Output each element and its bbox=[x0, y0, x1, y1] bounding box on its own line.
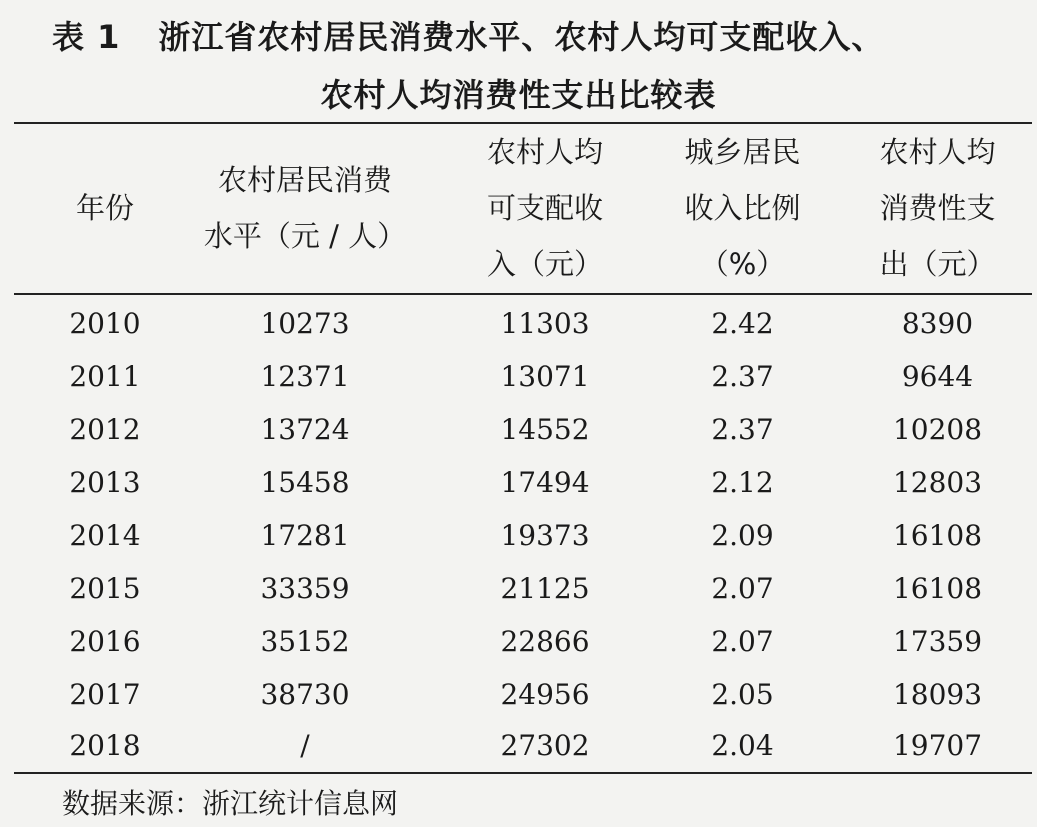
cell-disposable-income: 13071 bbox=[500, 360, 590, 393]
cell-year: 2012 bbox=[69, 413, 141, 446]
cell-income-ratio: 2.42 bbox=[711, 307, 774, 340]
header-year-line: 年份 bbox=[75, 191, 134, 225]
cell-income-ratio: 2.09 bbox=[711, 519, 774, 552]
cell-disposable-income: 22866 bbox=[500, 625, 590, 658]
cell-income-ratio: 2.12 bbox=[711, 466, 774, 499]
table-title-line-1 bbox=[52, 12, 884, 58]
cell-consumption-expenditure: 17359 bbox=[892, 625, 983, 658]
cell-income-ratio: 2.37 bbox=[711, 360, 774, 393]
table-row bbox=[0, 403, 1037, 456]
cell-consumption-level: 38730 bbox=[260, 678, 350, 711]
header-separator-rule bbox=[14, 293, 1032, 295]
cell-consumption-expenditure: 16108 bbox=[892, 572, 983, 605]
table-row bbox=[0, 668, 1037, 721]
header-line: 可支配收 bbox=[486, 191, 603, 225]
header-income-ratio bbox=[645, 124, 840, 292]
cell-income-ratio: 2.04 bbox=[711, 729, 774, 762]
cell-consumption-expenditure: 12803 bbox=[892, 466, 983, 499]
cell-consumption-expenditure: 18093 bbox=[892, 678, 983, 711]
cell-consumption-expenditure: 19707 bbox=[892, 729, 983, 762]
header-line: （%） bbox=[699, 247, 786, 281]
header-line: 农村人均 bbox=[879, 135, 996, 169]
table-row bbox=[0, 615, 1037, 668]
cell-consumption-level: 13724 bbox=[260, 413, 350, 446]
cell-income-ratio: 2.37 bbox=[711, 413, 774, 446]
table-row bbox=[0, 719, 1037, 772]
table-bottom-rule bbox=[14, 772, 1032, 774]
cell-consumption-level: 35152 bbox=[260, 625, 350, 658]
header-line: 水平（元 / 人） bbox=[203, 219, 407, 253]
cell-consumption-expenditure: 9644 bbox=[901, 360, 974, 393]
cell-consumption-level: 15458 bbox=[260, 466, 350, 499]
cell-income-ratio: 2.05 bbox=[711, 678, 774, 711]
cell-consumption-level: 10273 bbox=[260, 307, 350, 340]
header-consumption-expenditure bbox=[845, 124, 1030, 292]
header-line: 城乡居民 bbox=[684, 135, 801, 169]
table-title-line-2: 农村人均消费性支出比较表 bbox=[320, 76, 717, 114]
header-year bbox=[20, 124, 190, 292]
header-line: 收入比例 bbox=[684, 191, 801, 225]
header-line: 入（元） bbox=[486, 247, 603, 281]
cell-year: 2017 bbox=[69, 678, 141, 711]
cell-disposable-income: 24956 bbox=[500, 678, 590, 711]
cell-year: 2010 bbox=[69, 307, 141, 340]
cell-consumption-expenditure: 16108 bbox=[892, 519, 983, 552]
cell-income-ratio: 2.07 bbox=[711, 572, 774, 605]
cell-income-ratio: 2.07 bbox=[711, 625, 774, 658]
cell-year: 2013 bbox=[69, 466, 141, 499]
cell-consumption-level: 17281 bbox=[260, 519, 350, 552]
cell-disposable-income: 17494 bbox=[500, 466, 590, 499]
header-line: 消费性支 bbox=[879, 191, 996, 225]
cell-disposable-income: 19373 bbox=[500, 519, 590, 552]
cell-disposable-income: 11303 bbox=[500, 307, 590, 340]
cell-disposable-income: 21125 bbox=[500, 572, 590, 605]
cell-consumption-level: 33359 bbox=[260, 572, 350, 605]
cell-consumption-level: / bbox=[300, 729, 310, 762]
header-line: 农村人均 bbox=[486, 135, 603, 169]
table-row bbox=[0, 509, 1037, 562]
table-label: 表 1 bbox=[52, 18, 121, 56]
cell-disposable-income: 14552 bbox=[500, 413, 590, 446]
cell-disposable-income: 27302 bbox=[500, 729, 590, 762]
cell-year: 2014 bbox=[69, 519, 141, 552]
cell-year: 2015 bbox=[69, 572, 141, 605]
table-row bbox=[0, 562, 1037, 615]
cell-consumption-level: 12371 bbox=[260, 360, 350, 393]
cell-year: 2011 bbox=[69, 360, 141, 393]
header-consumption-level bbox=[180, 124, 430, 292]
cell-year: 2018 bbox=[69, 729, 141, 762]
cell-consumption-expenditure: 8390 bbox=[901, 307, 974, 340]
cell-consumption-expenditure: 10208 bbox=[892, 413, 983, 446]
table-row bbox=[0, 297, 1037, 350]
table-row bbox=[0, 456, 1037, 509]
source-note: 数据来源：浙江统计信息网 bbox=[62, 787, 399, 820]
table-title-text: 浙江省农村居民消费水平、农村人均可支配收入、 bbox=[158, 18, 885, 56]
cell-year: 2016 bbox=[69, 625, 141, 658]
header-line: 出（元） bbox=[879, 247, 996, 281]
header-line: 农村居民消费 bbox=[217, 163, 392, 197]
header-disposable-income bbox=[455, 124, 635, 292]
table-row bbox=[0, 350, 1037, 403]
